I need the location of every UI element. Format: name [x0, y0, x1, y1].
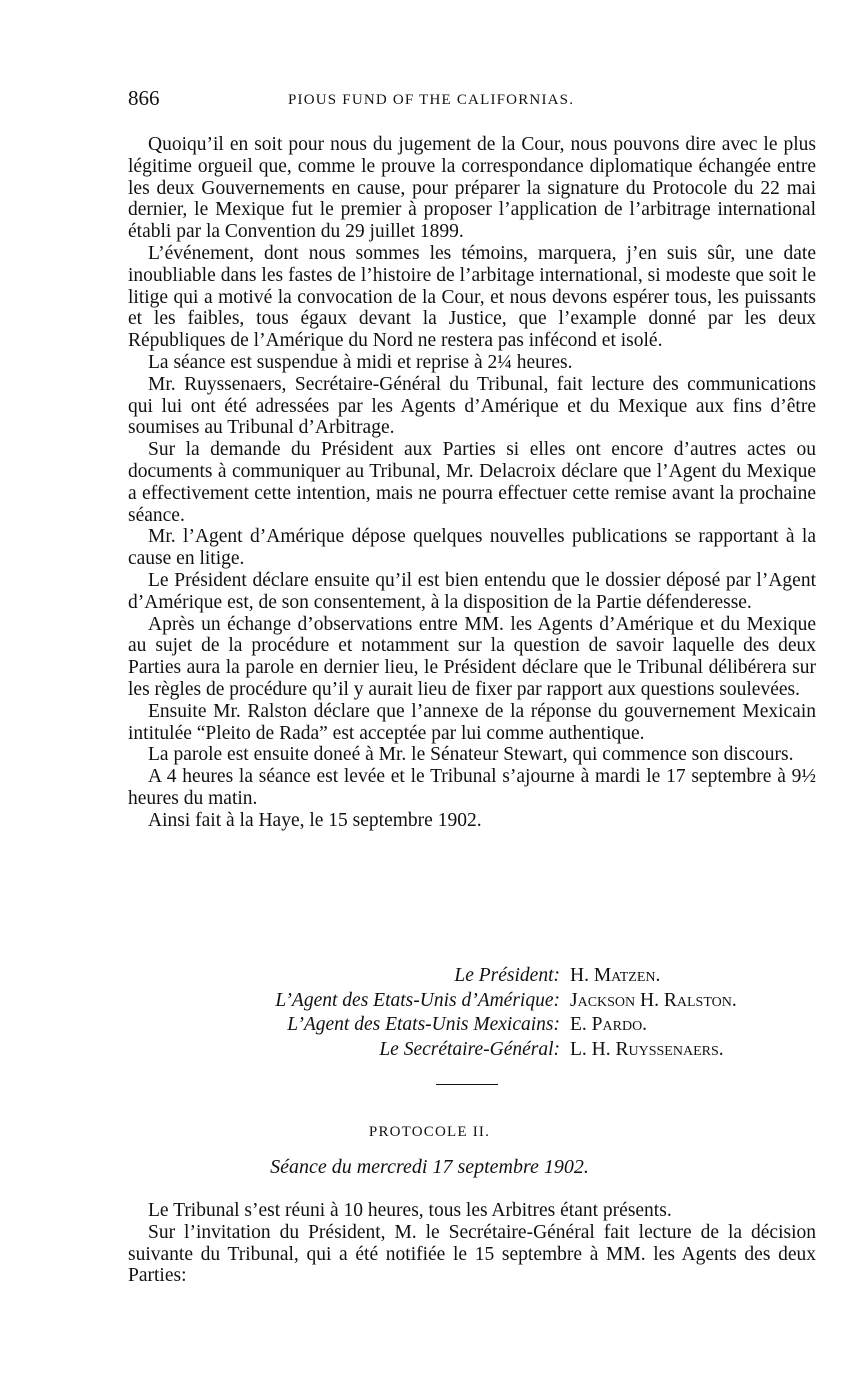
session-title: Séance du mercredi 17 septembre 1902. — [270, 1156, 589, 1178]
signature-role: L’Agent des Etats-Unis Mexicains: — [287, 1014, 560, 1035]
running-head: PIOUS FUND OF THE CALIFORNIAS. — [288, 92, 575, 108]
paragraph: Le Tribunal s’est réuni à 10 heures, tous les Arbitres étant présents. — [148, 1200, 672, 1221]
signature-role: L’Agent des Etats-Unis d’Amérique: — [275, 989, 560, 1011]
page-number: 866 — [128, 86, 160, 110]
paragraph: Sur l’invitation du Président, M. le Secrétaire-Général fait lecture de la décision suivante du Tribunal, qui a été notifiée le 15 septembre à MM. les Agents des deux Parties: — [128, 1221, 816, 1287]
main-text-block — [128, 134, 816, 832]
signature-row — [128, 1039, 816, 1064]
signature-block — [128, 965, 816, 1063]
signature-row — [128, 965, 816, 990]
signature-name: H. Matzen. — [570, 965, 661, 986]
signature-row — [128, 1014, 816, 1039]
section-divider — [436, 1084, 498, 1085]
signature-name: L. H. Ruyssenaers. — [570, 1038, 724, 1060]
signature-row — [128, 990, 816, 1015]
paragraph: La parole est ensuite doneé à Mr. le Sénateur Stewart, qui commence son discours. — [148, 744, 794, 766]
signature-name: Jackson H. Ralston. — [570, 989, 737, 1011]
paragraph: Ainsi fait à la Haye, le 15 septembre 1902. — [148, 809, 482, 831]
paragraph: Mr. Ruyssenaers, Secrétaire-Général du Tribunal, fait lecture des communications qui lui ont été adressées par les Agents d’Amérique et du Mexique aux fins d’être soumises au Tribunal d’Arbitrage. — [128, 373, 816, 439]
protocol-text-block — [128, 1200, 816, 1287]
paragraph: La séance est suspendue à midi et reprise à 2¼ heures. — [148, 351, 573, 373]
paragraph: A 4 heures la séance est levée et le Tribunal s’ajourne à mardi le 17 septembre à 9½ heures du matin. — [128, 766, 816, 809]
paragraph: Quoiqu’il en soit pour nous du jugement de la Cour, nous pouvons dire avec le plus légitime orgueil que, comme le prouve la correspondance diplomatique échangée entre les deux Gouvernements en cause, pour préparer la signature du Protocole du 22 mai dernier, le Mexique fut le premier à proposer l’application de l’arbitrage international établi par la Convention du 29 juillet 1899. — [128, 134, 816, 243]
signature-role: Le Secrétaire-Général: — [379, 1038, 560, 1060]
signature-role: Le Président: — [454, 965, 560, 986]
paragraph: Le Président déclare ensuite qu’il est bien entendu que le dossier déposé par l’Agent d’Amérique est, de son consentement, à la disposition de la Partie défenderesse. — [128, 569, 816, 613]
signature-name: E. Pardo. — [570, 1014, 648, 1035]
paragraph: Mr. l’Agent d’Amérique dépose quelques nouvelles publications se rapportant à la cause en litige. — [128, 526, 816, 570]
paragraph: Sur la demande du Président aux Parties si elles ont encore d’autres actes ou documents à communiquer au Tribunal, Mr. Delacroix déclare que l’Agent du Mexique a effectivement cette intention, mais ne pourra effectuer cette remise avant la prochaine séance. — [128, 439, 816, 526]
paragraph: Ensuite Mr. Ralston déclare que l’annexe de la réponse du gouvernement Mexicain intitulée “Pleito de Rada” est acceptée par lui comme authentique. — [128, 700, 816, 744]
section-heading: PROTOCOLE II. — [368, 1124, 491, 1140]
paragraph: Après un échange d’observations entre MM. les Agents d’Amérique et du Mexique au sujet de la procédure et notamment sur la question de savoir laquelle des deux Parties aura la parole en dernier lieu, le Président déclare que le Tribunal délibérera sur les règles de procédure qu’il y aurait lieu de fixer par rapport aux questions soulevées. — [128, 613, 816, 700]
paragraph: L’événement, dont nous sommes les témoins, marquera, j’en suis sûr, une date inoubliable dans les fastes de l’histoire de l’arbitage international, si modeste que soit le litige qui a motivé la convocation de la Cour, et nous devons espérer tous, les puissants et les faibles, tous égaux devant la Justice, que l’example donné par les deux Républiques de l’Amérique du Nord ne restera pas infécond et isolé. — [128, 242, 816, 352]
